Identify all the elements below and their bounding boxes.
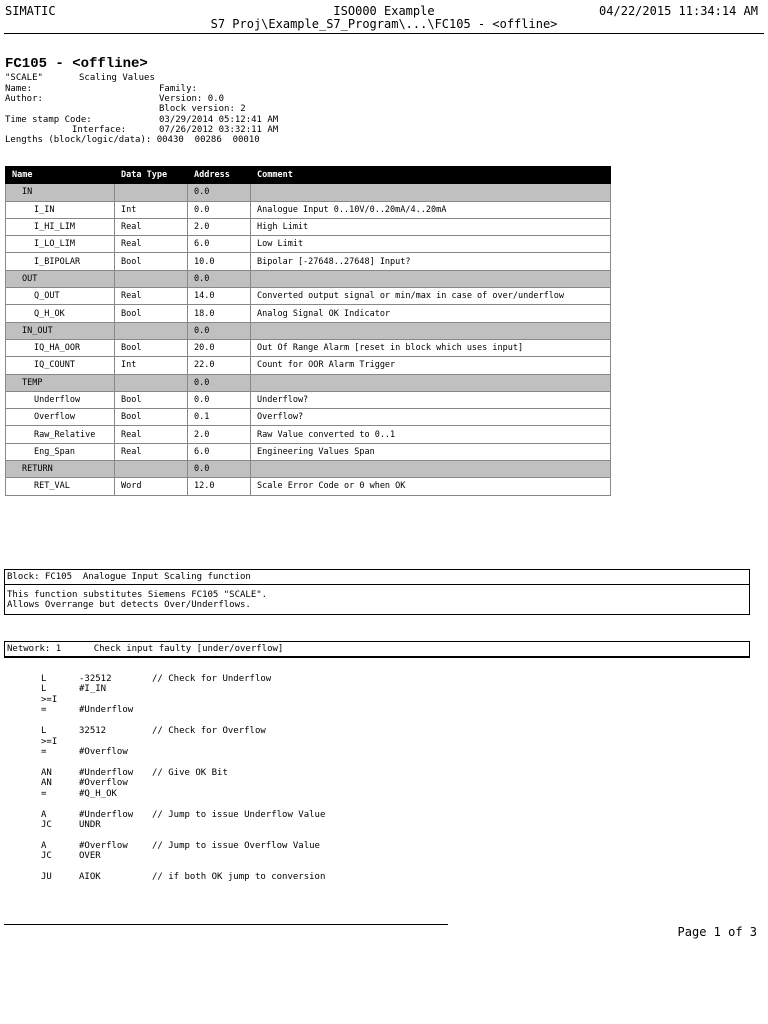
var-comment: [251, 374, 611, 391]
stl-operand: -32512: [79, 674, 112, 684]
stl-opcode: JU: [41, 872, 52, 883]
block-desc-line1: This function substitutes Siemens FC105 "SCALE".: [7, 590, 268, 600]
var-address: 10.0: [188, 253, 251, 270]
var-comment: [251, 184, 611, 201]
stl-operand: AIOK: [79, 872, 101, 883]
timestamp-code: 03/29/2014 05:12:41 AM: [159, 115, 279, 125]
var-name: I_IN: [6, 201, 115, 218]
var-comment: High Limit: [251, 218, 611, 235]
table-row: [6, 236, 611, 253]
var-type: [115, 374, 188, 391]
col-name: Name: [6, 167, 115, 184]
var-name: Overflow: [6, 409, 115, 426]
var-name: Q_OUT: [6, 288, 115, 305]
stl-operand: #I_IN: [79, 684, 107, 695]
var-type: Int: [115, 201, 188, 218]
var-name: I_HI_LIM: [6, 218, 115, 235]
stl-opcode: JC: [41, 851, 52, 862]
print-timestamp: 04/22/2015 11:34:14 AM: [599, 4, 758, 18]
var-comment: Converted output signal or min/max in case of over/underflow: [251, 288, 611, 305]
stl-operand: #Q_H_OK: [79, 788, 117, 799]
var-name: Q_H_OK: [6, 305, 115, 322]
stl-comment: // Give OK Bit: [152, 767, 228, 778]
var-name: IN: [6, 184, 115, 201]
var-comment: Scale Error Code or 0 when OK: [251, 478, 611, 495]
footer-divider: [4, 924, 448, 925]
var-comment: [251, 461, 611, 478]
var-type: Bool: [115, 391, 188, 408]
var-address: 0.0: [188, 391, 251, 408]
stl-comment: // Jump to issue Underflow Value: [152, 809, 326, 820]
stl-operand: 32512: [79, 726, 107, 737]
stl-opcode: AN: [41, 767, 52, 778]
stl-operand: #Overflow: [79, 840, 128, 851]
stl-comment: // if both OK jump to conversion: [152, 872, 326, 883]
timestamp-label: Time stamp Code:: [5, 115, 92, 125]
var-comment: Analogue Input 0..10V/0..20mA/4..20mA: [251, 201, 611, 218]
family-label: Family:: [159, 84, 197, 94]
var-comment: Raw Value converted to 0..1: [251, 426, 611, 443]
block-lengths: Lengths (block/logic/data): 00430 00286 00010: [5, 135, 260, 145]
var-address: 0.1: [188, 409, 251, 426]
col-address: Address: [188, 167, 251, 184]
stl-operand: OVER: [79, 851, 101, 862]
stl-operand: #Underflow: [79, 809, 134, 820]
var-address: 0.0: [188, 201, 251, 218]
table-row: [6, 288, 611, 305]
var-address: 0.0: [188, 374, 251, 391]
var-comment: Analog Signal OK Indicator: [251, 305, 611, 322]
table-row: [6, 305, 611, 322]
table-row: [6, 391, 611, 408]
stl-opcode: =: [41, 788, 47, 799]
stl-opcode: L: [41, 726, 47, 737]
var-type: [115, 270, 188, 287]
stl-code-listing: [41, 674, 441, 889]
var-name: Underflow: [6, 391, 115, 408]
stl-opcode: >=I: [41, 736, 58, 747]
var-type: Bool: [115, 339, 188, 356]
var-address: 0.0: [188, 461, 251, 478]
stl-opcode: L: [41, 684, 47, 695]
header-divider: [4, 33, 764, 34]
var-name: IQ_HA_OOR: [6, 339, 115, 356]
version-label: Version: 0.0: [159, 94, 225, 104]
var-address: 2.0: [188, 218, 251, 235]
author-label: Author:: [5, 94, 43, 104]
var-address: 0.0: [188, 270, 251, 287]
var-comment: Engineering Values Span: [251, 443, 611, 460]
table-row: [6, 409, 611, 426]
var-address: 6.0: [188, 236, 251, 253]
var-comment: Low Limit: [251, 236, 611, 253]
table-section-row: [6, 374, 611, 391]
var-name: IN_OUT: [6, 322, 115, 339]
col-datatype: Data Type: [115, 167, 188, 184]
var-address: 6.0: [188, 443, 251, 460]
var-comment: Bipolar [-27648..27648] Input?: [251, 253, 611, 270]
var-address: 18.0: [188, 305, 251, 322]
var-name: Raw_Relative: [6, 426, 115, 443]
var-type: Real: [115, 218, 188, 235]
stl-opcode: A: [41, 840, 47, 851]
stl-opcode: A: [41, 809, 47, 820]
stl-operand: #Overflow: [79, 746, 128, 757]
stl-operand: #Overflow: [79, 778, 128, 789]
var-type: Word: [115, 478, 188, 495]
table-row: [6, 426, 611, 443]
var-comment: [251, 322, 611, 339]
stl-opcode: =: [41, 705, 47, 716]
stl-operand: #Underflow: [79, 705, 134, 716]
var-address: 14.0: [188, 288, 251, 305]
var-type: [115, 184, 188, 201]
table-row: [6, 478, 611, 495]
var-address: 12.0: [188, 478, 251, 495]
var-type: Bool: [115, 253, 188, 270]
var-name: RETURN: [6, 461, 115, 478]
network-title: Network: 1 Check input faulty [under/overflow]: [7, 644, 284, 654]
var-name: OUT: [6, 270, 115, 287]
table-row: [6, 218, 611, 235]
block-description-box: [4, 569, 750, 615]
stl-comment: // Check for Underflow: [152, 674, 272, 684]
table-row: [6, 443, 611, 460]
block-title: FC105 - <offline>: [5, 56, 148, 72]
stl-opcode: AN: [41, 778, 52, 789]
var-name: RET_VAL: [6, 478, 115, 495]
var-name: I_LO_LIM: [6, 236, 115, 253]
var-type: [115, 322, 188, 339]
var-name: Eng_Span: [6, 443, 115, 460]
var-type: Real: [115, 443, 188, 460]
table-row: [6, 339, 611, 356]
var-comment: Out Of Range Alarm [reset in block which uses input]: [251, 339, 611, 356]
var-type: Bool: [115, 305, 188, 322]
var-name: TEMP: [6, 374, 115, 391]
name-label: Name:: [5, 84, 33, 94]
var-address: 0.0: [188, 322, 251, 339]
page-number: Page 1 of 3: [677, 925, 757, 939]
var-address: 20.0: [188, 339, 251, 356]
block-desc-line2: Allows Overrange but detects Over/Underflows.: [7, 600, 251, 610]
stl-operand: #Underflow: [79, 767, 134, 778]
var-address: 22.0: [188, 357, 251, 374]
var-comment: Underflow?: [251, 391, 611, 408]
interface-table: [5, 166, 611, 496]
var-name: IQ_COUNT: [6, 357, 115, 374]
table-section-row: [6, 322, 611, 339]
table-section-row: [6, 461, 611, 478]
network-box: [4, 641, 750, 658]
table-row: [6, 357, 611, 374]
timestamp-interface: 07/26/2012 03:32:11 AM: [159, 125, 279, 135]
stl-opcode: L: [41, 674, 47, 684]
var-comment: Count for OOR Alarm Trigger: [251, 357, 611, 374]
interface-label: Interface:: [72, 125, 127, 135]
var-type: [115, 461, 188, 478]
var-name: I_BIPOLAR: [6, 253, 115, 270]
table-section-row: [6, 184, 611, 201]
project-title: ISO000 Example: [333, 4, 435, 18]
table-row: [6, 201, 611, 218]
block-symbol-comment: Scaling Values: [79, 73, 155, 83]
var-type: Bool: [115, 409, 188, 426]
stl-opcode: >=I: [41, 694, 58, 705]
block-symbol: "SCALE": [5, 73, 43, 83]
table-row: [6, 253, 611, 270]
block-desc-title: Block: FC105 Analogue Input Scaling function: [5, 570, 749, 585]
stl-comment: // Jump to issue Overflow Value: [152, 840, 320, 851]
var-type: Real: [115, 236, 188, 253]
var-type: Real: [115, 288, 188, 305]
stl-opcode: JC: [41, 819, 52, 830]
stl-comment: // Check for Overflow: [152, 726, 266, 737]
var-type: Int: [115, 357, 188, 374]
col-comment: Comment: [251, 167, 611, 184]
var-comment: [251, 270, 611, 287]
app-name: SIMATIC: [5, 4, 56, 18]
table-header-row: [6, 167, 611, 184]
stl-operand: UNDR: [79, 819, 101, 830]
var-type: Real: [115, 426, 188, 443]
stl-opcode: =: [41, 746, 47, 757]
block-version-label: Block version: 2: [159, 104, 246, 114]
var-address: 2.0: [188, 426, 251, 443]
var-address: 0.0: [188, 184, 251, 201]
table-section-row: [6, 270, 611, 287]
var-comment: Overflow?: [251, 409, 611, 426]
project-path: S7 Proj\Example_S7_Program\...\FC105 - <offline>: [210, 17, 558, 31]
